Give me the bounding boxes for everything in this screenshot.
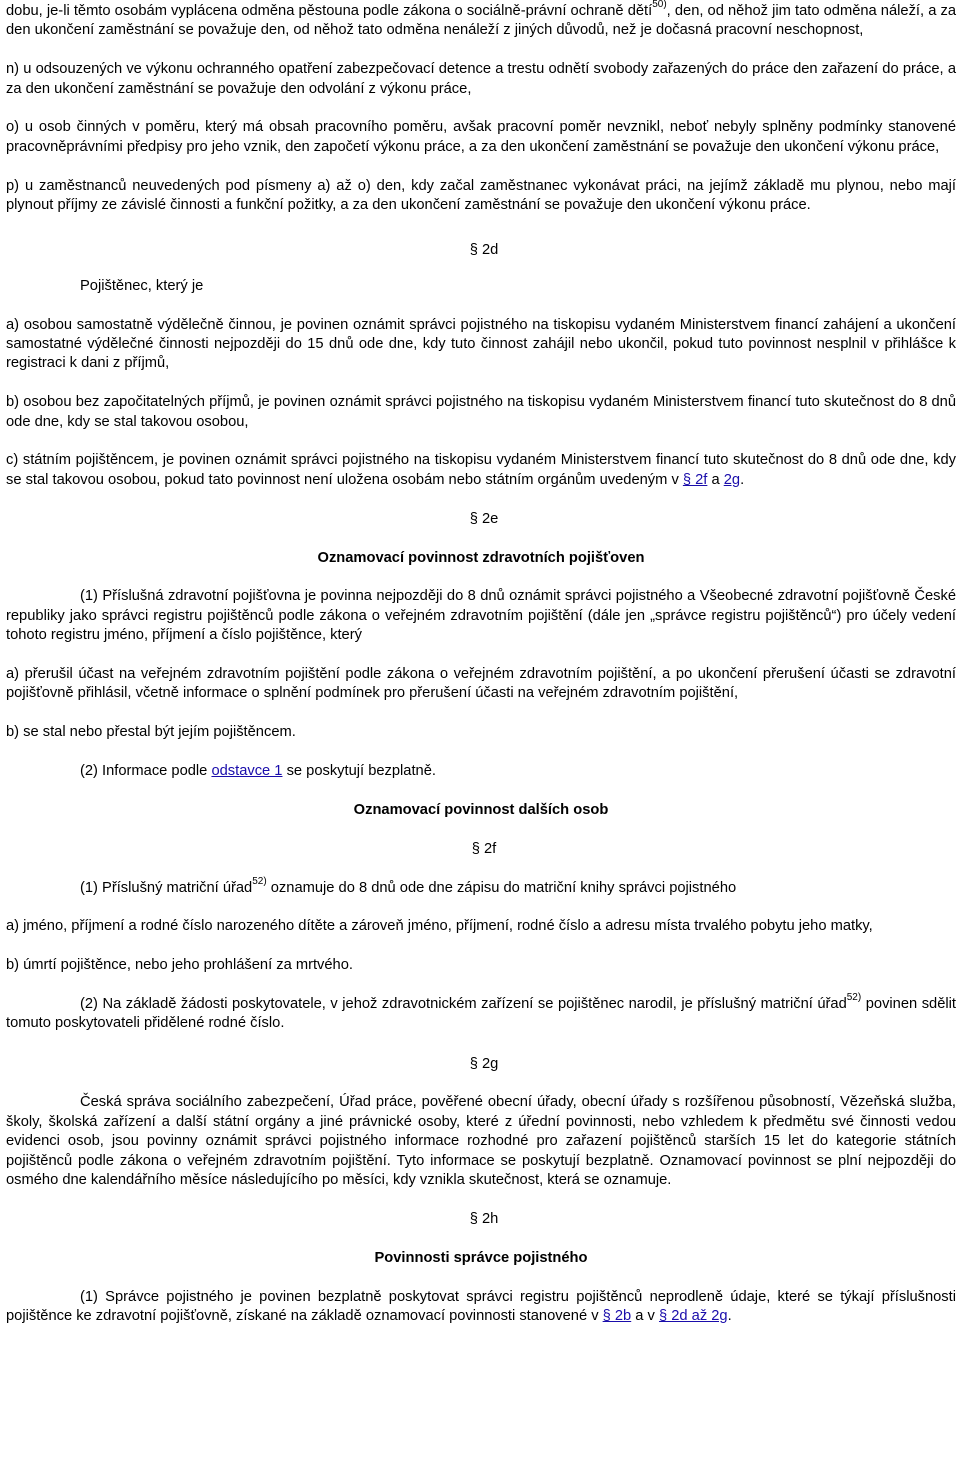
footnote-ref: 52): [846, 992, 862, 1004]
paragraph-n: n) u odsouzených ve výkonu ochranného opatření zabezpečovací detence a trestu odnětí svobody zařazených do práce den zařazení do práce, a za den ukončení zaměstnání se považuje den odvolání z výkonu práce,: [6, 61, 956, 97]
section-2f-item-b: b) úmrtí pojištěnce, nebo jeho prohlášení za mrtvého.: [6, 957, 353, 974]
section-2g-paragraph: Česká správa sociálního zabezpečení, Úřad práce, pověřené obecní úřady, obecní úřady s rozšířenou působností, Vězeňská služba, školy, školská zařízení a další státní orgány a jiné právnické osoby, které z úřední povinnosti, nebo vzhledem k předmětu své činnosti vedou evidenci osob, jsou povinny oznámit správci pojistného informace rozhodné pro zařazení pojištěnců starších 15 let do kategorie státních pojištěnců podle zákona o veřejném zdravotním pojištění. Tyto informace se poskytují bezplatně. Oznamovací povinnost se plní nejpozději do osmého dne kalendářního měsíce následujícího po měsíci, kdy vznikla skutečnost, která se oznamuje.: [6, 1094, 956, 1188]
section-2e-title: Oznamovací povinnost zdravotních pojišťoven: [317, 549, 645, 566]
link-section-2g[interactable]: 2g: [723, 471, 741, 488]
section-2e-item-b: b) se stal nebo přestal být jejím pojištěncem.: [6, 724, 296, 741]
paragraph-text: se poskytují bezplatně.: [282, 763, 436, 780]
link-section-2f[interactable]: § 2f: [682, 471, 708, 488]
paragraph-text: oznamuje do 8 dnů ode dne zápisu do matriční knihy správci pojistného: [266, 879, 737, 896]
paragraph-text: dobu, je-li těmto osobám vyplácena odměna pěstouna podle zákona o sociálně-právní ochraně dětí: [6, 3, 653, 19]
section-2e-item-a: a) přerušil účast na veřejném zdravotním pojištění podle zákona o veřejném zdravotním pojištění, a po ukončení přerušení účasti se zdravotní pojišťovně přihlásil, včetně informace o splnění podmínek pro přerušení účasti na veřejném zdravotním pojištění,: [6, 666, 956, 702]
section-heading-2h: § 2h: [469, 1211, 499, 1228]
footnote-ref: 52): [252, 875, 267, 887]
link-odstavce-1[interactable]: odstavce 1: [211, 763, 283, 780]
section-heading-2g: § 2g: [469, 1055, 499, 1072]
paragraph-text: (2) Informace podle: [80, 763, 212, 780]
paragraph-text: (1) Správce pojistného je povinen bezplatně poskytovat správci registru pojištěnců neprodleně údaje, které se týkají příslušnosti pojištěnce ke zdravotní pojišťovně, získané na základě oznamovací povinnosti stanovené v: [6, 1288, 956, 1324]
section-2h-paragraph-1: [6, 1288, 956, 1327]
section-2d-item-b: b) osobou bez započitatelných příjmů, je povinen oznámit správci pojistného na tiskopisu vydaném Ministerstvem financí tuto skutečnost do 8 dnů ode dne, kdy se stal takovou osobou,: [6, 394, 956, 430]
document-page: [6, 0, 956, 1326]
section-2f-paragraph-1: [6, 875, 956, 898]
paragraph-text: a: [707, 471, 724, 488]
section-2e-paragraph-1: (1) Příslušná zdravotní pojišťovna je povinna nejpozději do 8 dnů oznámit správci pojistného a Všeobecné zdravotní pojišťovně České republiky jako správci registru pojištěnců podle zákona o veřejném zdravotním pojištění (dále jen „správce registru pojištěnců“) pro účely vedení tohoto registru jméno, příjmení a číslo pojištěnce, který: [6, 588, 956, 644]
section-2f-title: Oznamovací povinnost dalších osob: [353, 801, 609, 818]
section-2d-item-a: a) osobou samostatně výdělečně činnou, je povinen oznámit správci pojistného na tiskopisu vydaném Ministerstvem financí zahájení a ukončení samostatné výdělečné činnosti nejpozději do 15 dnů ode dne, kdy tuto činnost zahájil nebo ukončil, pokud tuto povinnost nesplnil v přihlášce k registraci k dani z příjmů,: [6, 316, 956, 372]
paragraph-continuation: [6, 2, 956, 41]
paragraph-text: povinen sdělit tomuto poskytovateli přidělené rodné číslo.: [6, 996, 956, 1032]
section-heading-2d: § 2d: [469, 242, 499, 259]
section-heading-2f: § 2f: [471, 841, 497, 858]
section-2f-paragraph-2: [6, 992, 956, 1034]
footnote-ref: 50): [652, 0, 667, 11]
section-2e-paragraph-2: [6, 762, 956, 781]
link-section-2b[interactable]: § 2b: [602, 1307, 632, 1324]
section-2d-intro: Pojištěnec, který je: [80, 277, 204, 294]
paragraph-p: p) u zaměstnanců neuvedených pod písmeny a) až o) den, kdy začal zaměstnanec vykonávat práci, na jejímž základě mu plynou, nebo mají plynout příjmy ze závislé činnosti a funkční požitky, a za den ukončení zaměstnání se považuje den ukončení výkonu práce.: [6, 177, 956, 214]
section-2d-item-c: [6, 451, 956, 490]
paragraph-text: .: [727, 1307, 732, 1324]
paragraph-text: c) státním pojištěncem, je povinen oznámit správci pojistného na tiskopisu vydaném Ministerstvem financí tuto skutečnost do 8 dnů ode dne, kdy se stal takovou osobou, pokud tato povinnost není uložena osobám nebo státním orgánům uvedeným v: [6, 452, 956, 488]
section-heading-2e: § 2e: [469, 511, 499, 528]
paragraph-text: , den, od něhož jim tato odměna náleží, a za den ukončení zaměstnání se považuje den, od něhož tato odměna nenáleží z jiných důvodů, než je dočasná pracovní neschopnost,: [6, 3, 956, 39]
section-2h-title: Povinnosti správce pojistného: [374, 1249, 588, 1266]
paragraph-o: o) u osob činných v poměru, který má obsah pracovního poměru, avšak pracovní poměr nevznikl, neboť nebyly splněny podmínky stanovené pracovněprávními předpisy pro jeho vznik, den započetí výkonu práce, a za den ukončení zaměstnání se považuje den ukončení výkonu práce,: [6, 119, 956, 155]
link-section-2d-2g[interactable]: § 2d až 2g: [658, 1307, 728, 1324]
paragraph-text: .: [740, 471, 745, 488]
paragraph-text: a v: [631, 1307, 659, 1324]
paragraph-text: (2) Na základě žádosti poskytovatele, v jehož zdravotnickém zařízení se pojištěnec narodil, je příslušný matriční úřad: [80, 996, 847, 1013]
paragraph-text: (1) Příslušný matriční úřad: [80, 879, 253, 896]
section-2f-item-a: a) jméno, příjmení a rodné číslo narozeného dítěte a zároveň jméno, příjmení, rodné číslo a adresu místa trvalého pobytu jeho matky,: [6, 918, 873, 935]
